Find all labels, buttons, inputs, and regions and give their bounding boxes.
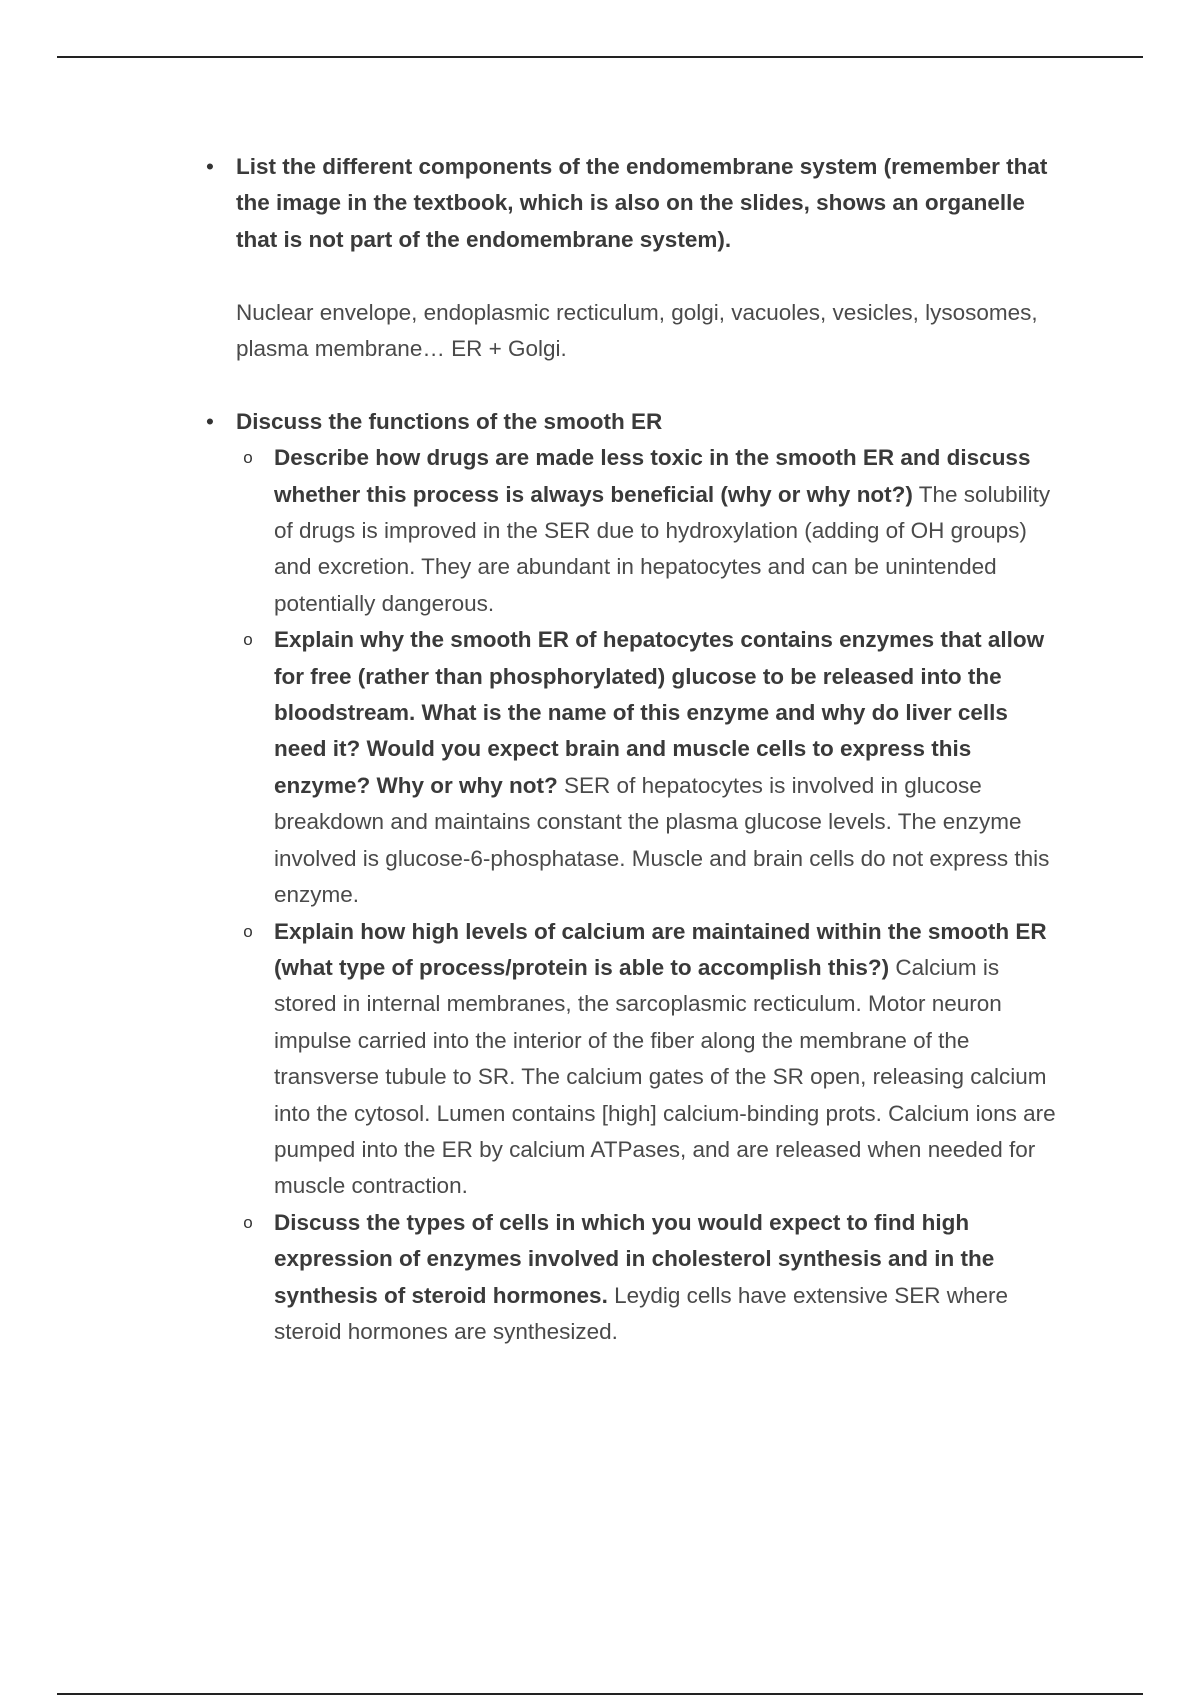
bottom-rule — [57, 1693, 1143, 1695]
circle-bullet-icon: o — [243, 921, 253, 941]
top-rule — [57, 56, 1143, 58]
sub-answer-text: SER of hepatocytes is involved in glucose breakdown and maintains constant the plasma glucose levels. The enzyme involved is glucose-6-phosphatase. Muscle and brain cells do not express this enzyme. — [274, 772, 1050, 908]
bullet-icon: • — [206, 154, 214, 179]
sub-answer-text: Leydig cells have extensive SER where steroid hormones are synthesized. — [274, 1282, 1009, 1344]
document-body — [206, 149, 1056, 1350]
sub-list — [243, 440, 1056, 1350]
list-item — [206, 149, 1056, 367]
question-text: List the different components of the endomembrane system (remember that the image in the textbook, which is also on the slides, shows an organelle that is not part of the endomembrane system). — [236, 154, 1048, 252]
sub-answer-text: The solubility of drugs is improved in the SER due to hydroxylation (adding of OH groups) and excretion. They are abundant in hepatocytes and can be unintended potentially dangerous. — [274, 481, 1051, 616]
sub-list-item — [243, 622, 1056, 913]
sub-question-text: Explain how high levels of calcium are maintained within the smooth ER (what type of process/protein is able to accomplish this?) — [274, 918, 1047, 980]
sub-list-item — [243, 440, 1056, 622]
circle-bullet-icon: o — [243, 630, 253, 650]
circle-bullet-icon: o — [243, 1212, 253, 1232]
sub-question-text: Explain why the smooth ER of hepatocytes contains enzymes that allow for free (rather than phosphorylated) glucose to be released into the bloodstream. What is the name of this enzyme and why do liver cells need it? Would you expect brain and muscle cells to express this enzyme? Why or why not? — [274, 627, 1045, 798]
list-item — [206, 404, 1056, 1351]
sub-list-item — [243, 1205, 1056, 1351]
bullet-icon: • — [206, 408, 214, 434]
answer-text: Nuclear envelope, endoplasmic recticulum, golgi, vacuoles, vesicles, lysosomes, plasma membrane… ER + Golgi. — [236, 299, 1038, 362]
circle-bullet-icon: o — [243, 448, 253, 468]
sub-list-item — [243, 914, 1056, 1205]
sub-question-text: Discuss the types of cells in which you would expect to find high expression of enzymes involved in cholesterol synthesis and in the synthesis of steroid hormones. — [274, 1209, 995, 1308]
sub-answer-text: Calcium is stored in internal membranes, the sarcoplasmic recticulum. Motor neuron impulse carried into the interior of the fiber along the membrane of the transverse tubule to SR. The calcium gates of the SR open, releasing calcium into the cytosol. Lumen contains [high] calcium-binding prots. Calcium ions are pumped into the ER by calcium ATPases, and are released when needed for muscle contraction. — [274, 954, 1056, 1199]
question-text: Discuss the functions of the smooth ER — [236, 408, 663, 434]
sub-question-text: Describe how drugs are made less toxic in the smooth ER and discuss whether this process is always beneficial (why or why not?) — [274, 445, 1031, 507]
